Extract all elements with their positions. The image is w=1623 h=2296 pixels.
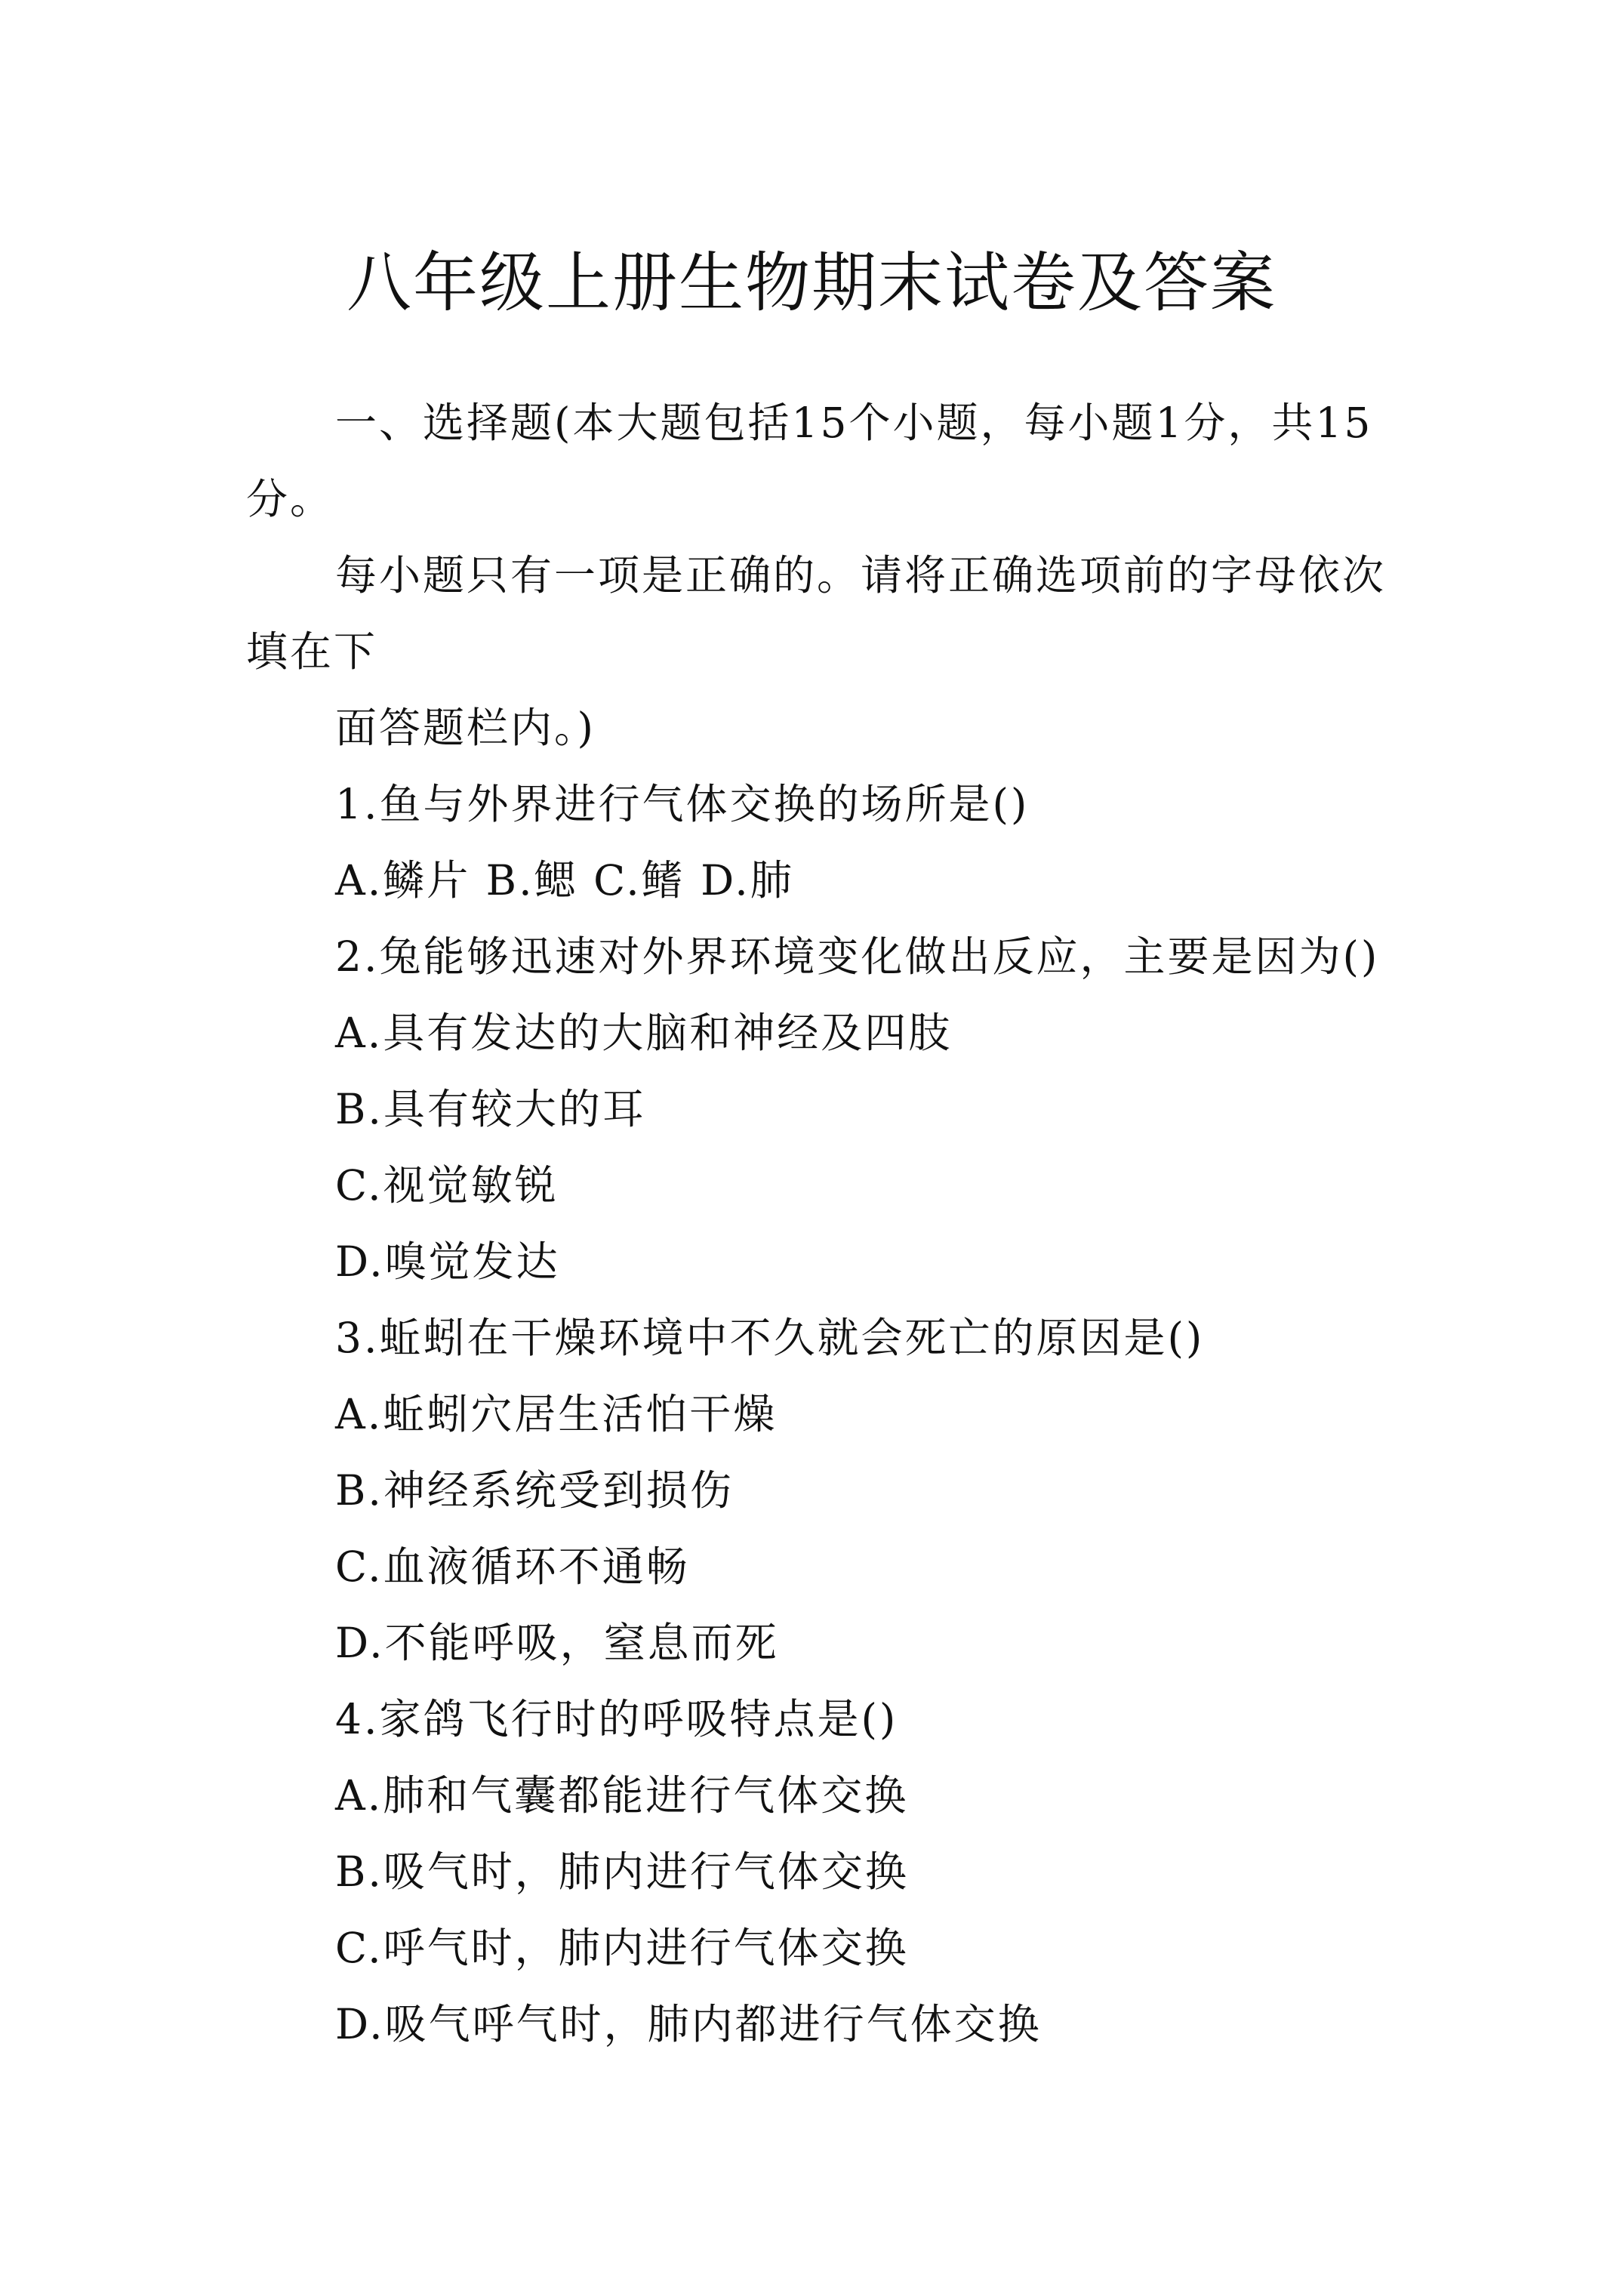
document-title: 八年级上册生物期末试卷及答案 <box>346 245 1277 321</box>
question-3-option-a: A.蚯蚓穴居生活怕干燥 <box>335 1390 778 1438</box>
question-3-stem: 3.蚯蚓在干燥环境中不久就会死亡的原因是() <box>335 1314 1205 1362</box>
question-1-stem: 1.鱼与外界进行气体交换的场所是() <box>335 780 1030 828</box>
question-3-option-b: B.神经系统受到损伤 <box>335 1466 734 1515</box>
section-intro-line-1: 一、选择题(本大题包括15个小题，每小题1分，共15分。 <box>246 399 1373 523</box>
question-2-option-b: B.具有较大的耳 <box>335 1085 646 1133</box>
section-intro-line-2: 每小题只有一项是正确的。请将正确选项前的字母依次填在下 <box>246 551 1387 676</box>
section-intro-line-3: 面答题栏内。) <box>335 704 596 752</box>
question-4-option-d: D.吸气呼气时，肺内都进行气体交换 <box>335 2000 1042 2048</box>
question-4-option-c: C.呼气时，肺内进行气体交换 <box>335 1924 909 1972</box>
question-4-option-a: A.肺和气囊都能进行气体交换 <box>335 1771 909 1820</box>
question-2-option-d: D.嗅觉发达 <box>335 1237 560 1286</box>
question-3-option-d: D.不能呼吸，窒息而死 <box>335 1619 779 1667</box>
question-2-stem: 2.兔能够迅速对外界环境变化做出反应，主要是因为() <box>335 932 1380 981</box>
question-4-option-b: B.吸气时，肺内进行气体交换 <box>335 1848 909 1896</box>
document-body <box>246 385 1394 2063</box>
question-4-stem: 4.家鸽飞行时的呼吸特点是() <box>335 1695 898 1743</box>
question-3-option-c: C.血液循环不通畅 <box>335 1542 690 1591</box>
question-1-options: A.鳞片 B.鳃 C.鳍 D.肺 <box>335 856 794 905</box>
question-2-option-c: C.视觉敏锐 <box>335 1161 559 1210</box>
question-2-option-a: A.具有发达的大脑和神经及四肢 <box>335 1009 953 1057</box>
